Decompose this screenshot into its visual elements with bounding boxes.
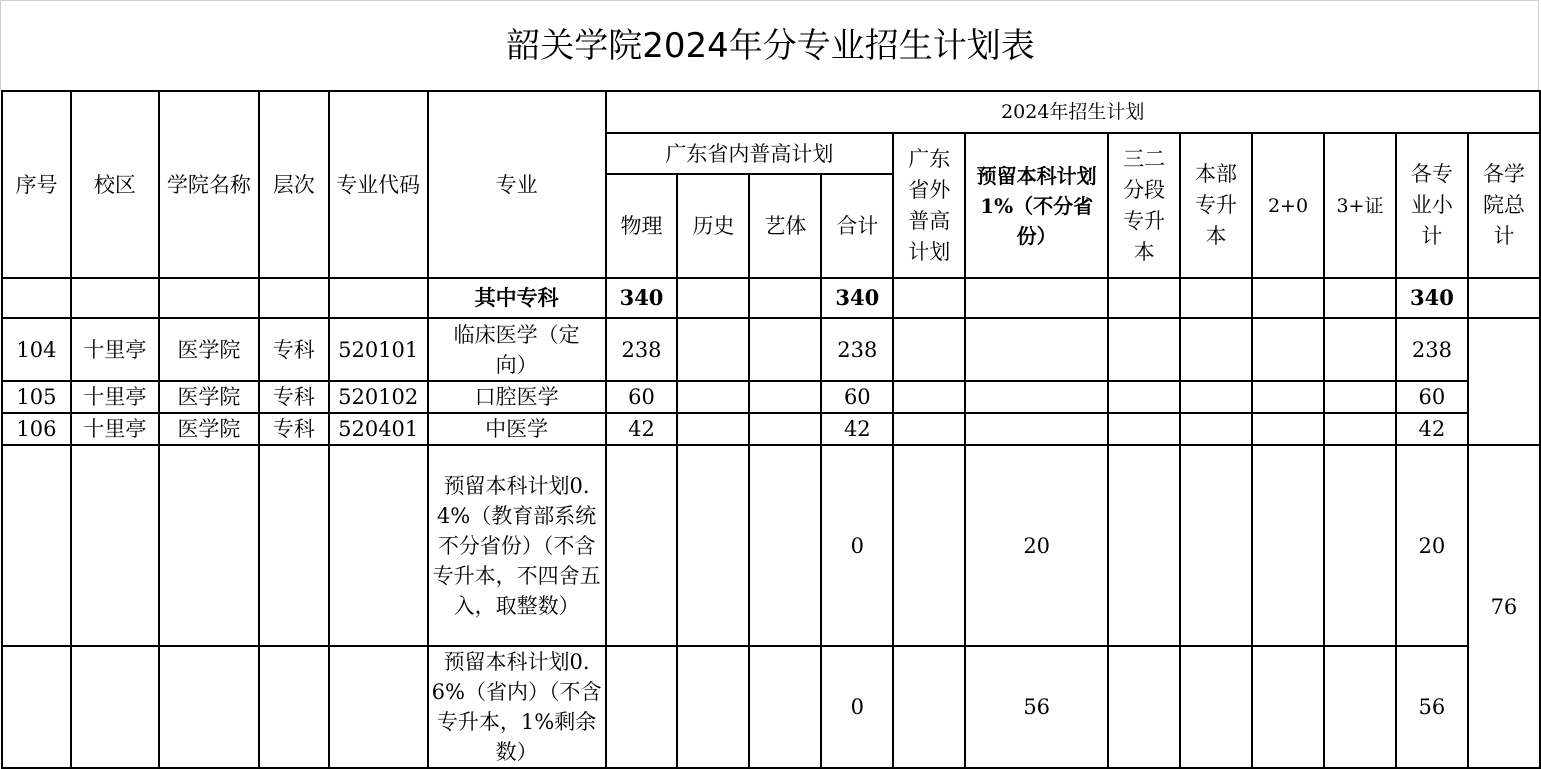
- reserve-subtotal: 0: [821, 445, 893, 646]
- header-college-total: 各学院总计: [1468, 133, 1540, 278]
- reserve-value: 56: [965, 646, 1108, 768]
- header-level: 层次: [259, 91, 329, 278]
- table-row: [2, 445, 1540, 646]
- header-physics: 物理: [606, 174, 678, 278]
- row-major-subtotal: 42: [1396, 413, 1468, 445]
- row-subtotal: 238: [821, 318, 893, 381]
- header-three-two: 三二分段专升本: [1108, 133, 1180, 278]
- header-history: 历史: [677, 174, 749, 278]
- row-major: 临床医学（定向）: [428, 318, 606, 381]
- table-row: [2, 646, 1540, 768]
- page-title: 韶关学院2024年分专业招生计划表: [506, 26, 1035, 66]
- table-row: [2, 318, 1540, 381]
- header-two-zero: 2+0: [1252, 133, 1324, 278]
- row-major: 中医学: [428, 413, 606, 445]
- reserve-major-subtotal: 56: [1396, 646, 1468, 768]
- row-physics: 238: [606, 318, 678, 381]
- row-seq: 104: [2, 318, 71, 381]
- row-level: 专科: [259, 381, 329, 413]
- header-campus: 校区: [71, 91, 159, 278]
- header-gd-out: 广东省外普高计划: [893, 133, 965, 278]
- table-row: [2, 381, 1540, 413]
- header-gd-in: 广东省内普高计划: [606, 133, 894, 174]
- table-row: [2, 278, 1540, 318]
- reserve-major: 预留本科计划0.6%（省内）（不含专升本，1%剩余数）: [428, 646, 606, 768]
- row-physics: 42: [606, 413, 678, 445]
- enrollment-plan-table: [1, 90, 1541, 769]
- header-major-subtotal: 各专业小计: [1396, 133, 1468, 278]
- row-major-subtotal: 60: [1396, 381, 1468, 413]
- header-three-cert: 3+证: [1324, 133, 1396, 278]
- row-seq: 106: [2, 413, 71, 445]
- header-subtotal: 合计: [821, 174, 893, 278]
- row-level: 专科: [259, 318, 329, 381]
- header-major: 专业: [428, 91, 606, 278]
- header-reserve: 预留本科计划1%（不分省份）: [965, 133, 1108, 278]
- reserve-major-subtotal: 20: [1396, 445, 1468, 646]
- row-level: 专科: [259, 413, 329, 445]
- row-subtotal: 60: [821, 381, 893, 413]
- row-campus: 十里亭: [71, 413, 159, 445]
- reserve-subtotal: 0: [821, 646, 893, 768]
- reserve-major: 预留本科计划0.4%（教育部系统不分省份）（不含专升本，不四舍五入，取整数）: [428, 445, 606, 646]
- row-subtotal: 42: [821, 413, 893, 445]
- row-college: 医学院: [159, 381, 259, 413]
- header-college: 学院名称: [159, 91, 259, 278]
- row-college: 医学院: [159, 318, 259, 381]
- row-college: 医学院: [159, 413, 259, 445]
- header-seq: 序号: [2, 91, 71, 278]
- header-headquarter: 本部专升本: [1180, 133, 1252, 278]
- table-row: [2, 413, 1540, 445]
- summary-label: 其中专科: [428, 278, 606, 318]
- header-art-sport: 艺体: [749, 174, 821, 278]
- row-campus: 十里亭: [71, 381, 159, 413]
- row-code: 520102: [329, 381, 428, 413]
- summary-major-subtotal: 340: [1396, 278, 1468, 318]
- summary-physics: 340: [606, 278, 678, 318]
- row-physics: 60: [606, 381, 678, 413]
- summary-subtotal: 340: [821, 278, 893, 318]
- reserve-value: 20: [965, 445, 1108, 646]
- row-seq: 105: [2, 381, 71, 413]
- header-plan-2024: 2024年招生计划: [606, 91, 1540, 133]
- header-code: 专业代码: [329, 91, 428, 278]
- college-total: 76: [1468, 445, 1540, 768]
- row-campus: 十里亭: [71, 318, 159, 381]
- row-major-subtotal: 238: [1396, 318, 1468, 381]
- row-major: 口腔医学: [428, 381, 606, 413]
- row-code: 520101: [329, 318, 428, 381]
- row-code: 520401: [329, 413, 428, 445]
